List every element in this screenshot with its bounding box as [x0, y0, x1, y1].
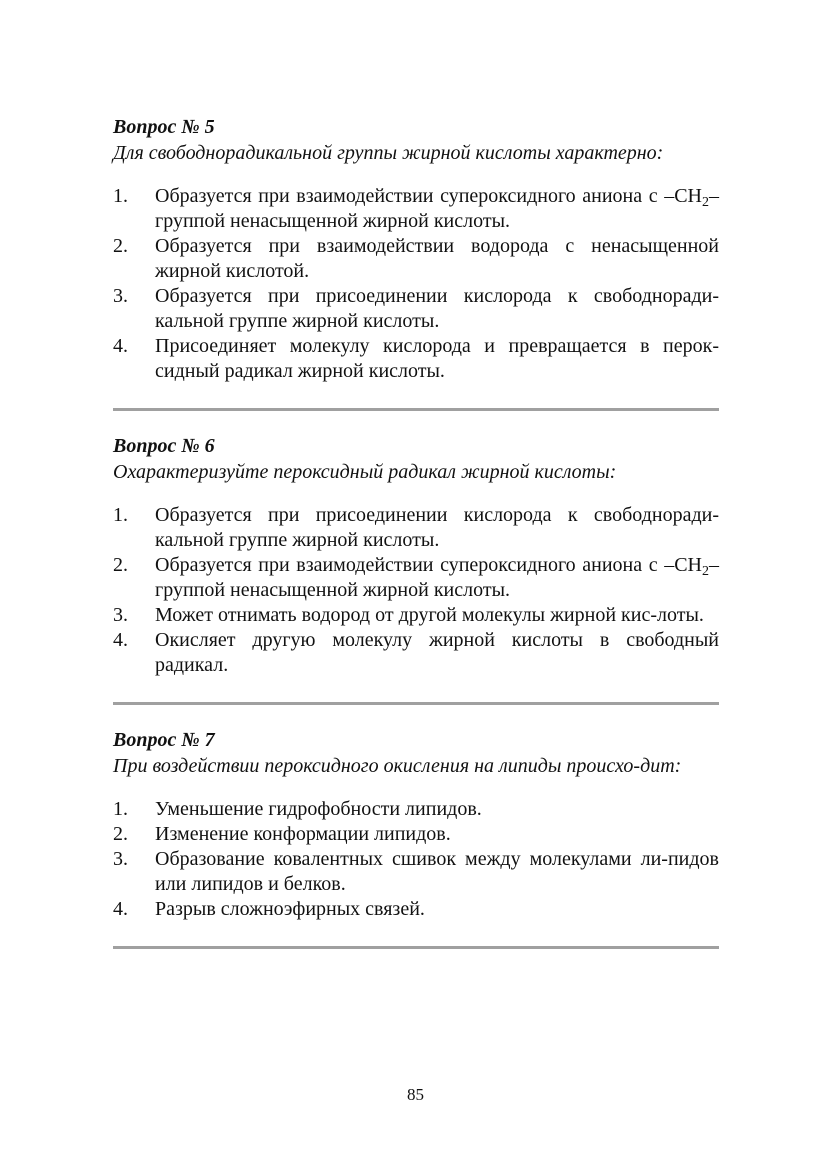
answer-text: Образуется при присоединении кислорода к свободноради-кальной группе жирной кислоты.	[155, 285, 719, 332]
section-divider	[113, 946, 719, 949]
answer-number: 4.	[113, 898, 128, 920]
question-7	[113, 727, 719, 922]
answer-item	[113, 234, 719, 284]
answer-number: 3.	[113, 848, 128, 870]
answer-item	[113, 284, 719, 334]
section-divider	[113, 702, 719, 705]
answer-number: 1.	[113, 185, 128, 207]
question-title: Вопрос № 5	[113, 116, 215, 138]
page-content	[113, 114, 719, 971]
answer-number: 4.	[113, 335, 128, 357]
answer-text: Образование ковалентных сшивок между молекулами ли-пидов или липидов и белков.	[155, 848, 719, 895]
answer-item	[113, 184, 719, 234]
answer-number: 1.	[113, 504, 128, 526]
answer-item	[113, 897, 719, 922]
answer-number: 4.	[113, 629, 128, 651]
answer-text: Образуется при взаимодействии водорода с ненасыщенной жирной кислотой.	[155, 235, 719, 282]
answer-list	[113, 184, 719, 384]
question-text: Охарактеризуйте пероксидный радикал жирной кислоты:	[113, 461, 617, 483]
answer-text: Изменение конформации липидов.	[155, 823, 451, 845]
question-title: Вопрос № 7	[113, 729, 215, 751]
section-divider	[113, 408, 719, 411]
answer-item	[113, 628, 719, 678]
question-6	[113, 433, 719, 678]
subscript: 2	[702, 195, 709, 210]
question-text: При воздействии пероксидного окисления на липиды происхо-дит:	[113, 755, 682, 777]
answer-list	[113, 503, 719, 678]
answer-text: Образуется при взаимодействии супероксидного аниона с –CH	[155, 554, 702, 576]
question-text: Для свободнорадикальной группы жирной кислоты характерно:	[113, 142, 664, 164]
answer-text: Может отнимать водород от другой молекулы жирной кис-лоты.	[155, 604, 704, 626]
answer-text-continued: –группой ненасыщенной жирной кислоты.	[155, 185, 719, 232]
question-title: Вопрос № 6	[113, 435, 215, 457]
answer-text: Разрыв сложноэфирных связей.	[155, 898, 425, 920]
answer-item	[113, 822, 719, 847]
answer-number: 3.	[113, 604, 128, 626]
answer-item	[113, 797, 719, 822]
answer-number: 1.	[113, 798, 128, 820]
answer-text: Уменьшение гидрофобности липидов.	[155, 798, 482, 820]
answer-list	[113, 797, 719, 922]
answer-item	[113, 553, 719, 603]
answer-text: Образуется при взаимодействии супероксидного аниона с –CH	[155, 185, 702, 207]
subscript: 2	[702, 564, 709, 579]
answer-item	[113, 603, 719, 628]
answer-number: 2.	[113, 554, 128, 576]
answer-number: 2.	[113, 235, 128, 257]
page-number: 85	[407, 1085, 424, 1104]
answer-item	[113, 847, 719, 897]
answer-number: 2.	[113, 823, 128, 845]
answer-item	[113, 503, 719, 553]
answer-item	[113, 334, 719, 384]
answer-text-continued: –группой ненасыщенной жирной кислоты.	[155, 554, 719, 601]
answer-text: Окисляет другую молекулу жирной кислоты в свободный радикал.	[155, 629, 719, 676]
question-5	[113, 114, 719, 384]
answer-text: Присоединяет молекулу кислорода и превращается в перок-сидный радикал жирной кислоты.	[155, 335, 719, 382]
answer-text: Образуется при присоединении кислорода к свободноради-кальной группе жирной кислоты.	[155, 504, 719, 551]
answer-number: 3.	[113, 285, 128, 307]
